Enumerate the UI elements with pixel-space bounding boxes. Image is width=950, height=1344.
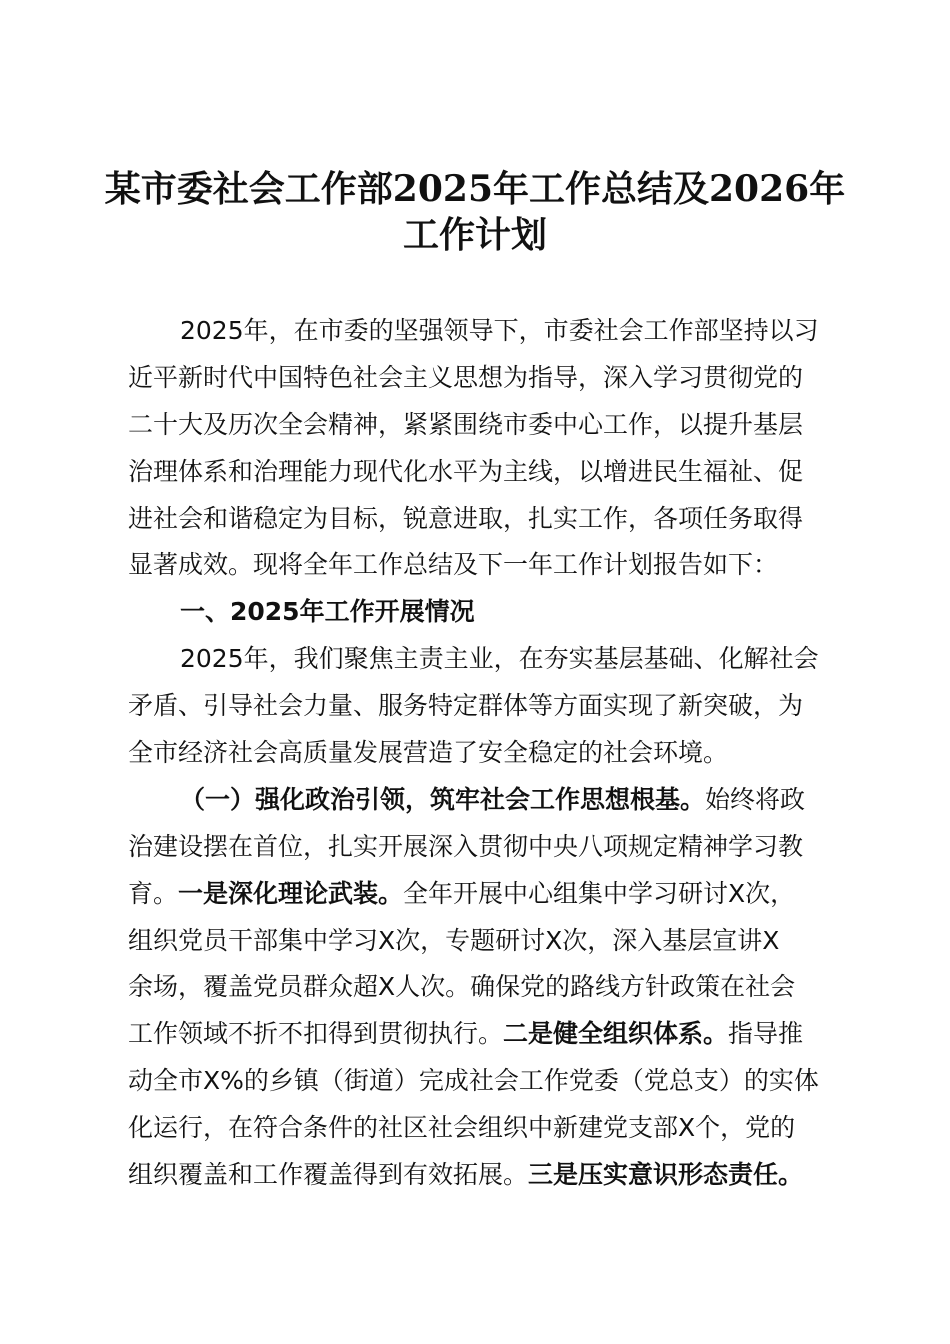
subsection-line: 治建设摆在首位，扎实开展深入贯彻中央八项规定精神学习教 bbox=[128, 831, 804, 861]
intro-line: 治理体系和治理能力现代化水平为主线，以增进民生福祉、促 bbox=[128, 456, 804, 486]
intro-line: 2025年，在市委的坚强领导下，市委社会工作部坚持以习 bbox=[180, 316, 819, 345]
subsection-line bbox=[128, 1152, 848, 1199]
document-body bbox=[128, 308, 848, 1199]
subsection-line: 组织党员干部集中学习X次，专题研讨X次，深入基层宣讲X bbox=[128, 925, 780, 955]
point-heading: 一是深化理论武装。 bbox=[178, 878, 404, 908]
title-line-2: 工作计划 bbox=[402, 214, 547, 256]
intro-line: 近平新时代中国特色社会主义思想为指导，深入学习贯彻党的 bbox=[128, 362, 804, 392]
intro-line: 显著成效。现将全年工作总结及下一年工作计划报告如下： bbox=[128, 550, 779, 580]
subsection-heading: （一）强化政治引领，筑牢社会工作思想根基。 bbox=[180, 784, 706, 814]
subsection-line bbox=[128, 871, 848, 918]
intro-line: 二十大及历次全会精神，紧紧围绕市委中心工作，以提升基层 bbox=[128, 409, 804, 439]
subsection-line bbox=[128, 777, 848, 824]
subsection-text: 始终将政 bbox=[705, 784, 806, 814]
subsection-line: 动全市X%的乡镇（街道）完成社会工作党委（党总支）的实体 bbox=[128, 1066, 819, 1096]
subsection-text: 全年开展中心组集中学习研讨X次， bbox=[403, 878, 796, 908]
point-heading: 三是压实意识形态责任。 bbox=[528, 1160, 804, 1190]
subsection-line: 余场，覆盖党员群众超X人次。确保党的路线方针政策在社会 bbox=[128, 972, 796, 1002]
section-line: 矛盾、引导社会力量、服务特定群体等方面实现了新突破，为 bbox=[128, 691, 804, 721]
document-title bbox=[100, 166, 850, 258]
title-line-1: 某市委社会工作部2025年工作总结及2026年 bbox=[104, 168, 846, 210]
subsection-text: 工作领域不折不扣得到贯彻执行。 bbox=[128, 1019, 504, 1049]
section-line: 全市经济社会高质量发展营造了安全稳定的社会环境。 bbox=[128, 738, 729, 768]
subsection-line bbox=[128, 1011, 848, 1058]
subsection-text: 育。 bbox=[128, 878, 179, 908]
intro-line: 进社会和谐稳定为目标，锐意进取，扎实工作，各项任务取得 bbox=[128, 503, 804, 533]
section-line: 2025年，我们聚焦主责主业，在夯实基层基础、化解社会 bbox=[180, 644, 819, 674]
subsection-line: 化运行，在符合条件的社区社会组织中新建党支部X个，党的 bbox=[128, 1113, 796, 1143]
subsection-text: 组织覆盖和工作覆盖得到有效拓展。 bbox=[128, 1160, 529, 1190]
subsection-text: 指导推 bbox=[728, 1019, 804, 1049]
section-heading: 一、2025年工作开展情况 bbox=[180, 597, 475, 627]
point-heading: 二是健全组织体系。 bbox=[503, 1019, 729, 1049]
